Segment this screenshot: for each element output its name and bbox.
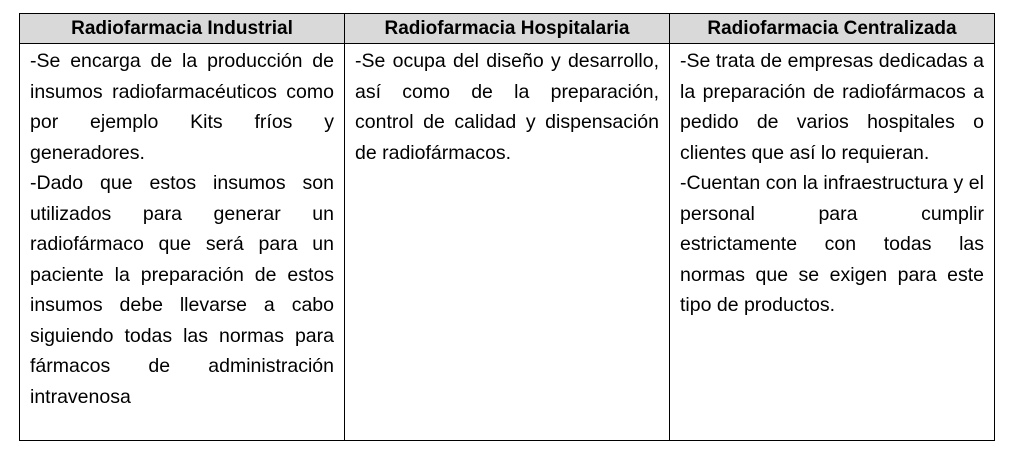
industrial-paragraph-1: -Se encarga de la producción de insumos radiofarmacéuticos como por ejemplo Kits fríos y generadores. [30, 50, 334, 164]
industrial-paragraph-2: -Dado que estos insumos son utilizados para generar un radiofármaco que será para un paciente la preparación de estos insumos debe llevarse a cabo siguiendo todas las normas para fármacos de administración intravenosa [30, 172, 334, 408]
header-hospitalaria: Radiofarmacia Hospitalaria [345, 14, 670, 44]
cell-centralizada [670, 44, 995, 441]
radiopharmacy-comparison-table [19, 13, 995, 441]
cell-hospitalaria [345, 44, 670, 441]
header-centralizada: Radiofarmacia Centralizada [670, 14, 995, 44]
table-header-row [20, 14, 995, 44]
hospitalaria-paragraph-1: -Se ocupa del diseño y desarrollo, así como de la preparación, control de calidad y dispensación de radiofármacos. [355, 50, 659, 164]
header-industrial: Radiofarmacia Industrial [20, 14, 345, 44]
centralizada-paragraph-1: -Se trata de empresas dedicadas a la preparación de radiofármacos a pedido de varios hospitales o clientes que así lo requieran. [680, 50, 984, 164]
cell-industrial [20, 44, 345, 441]
centralizada-paragraph-2: -Cuentan con la infraestructura y el personal para cumplir estrictamente con todas las normas que se exigen para este tipo de productos. [680, 172, 984, 316]
table-row [20, 44, 995, 441]
